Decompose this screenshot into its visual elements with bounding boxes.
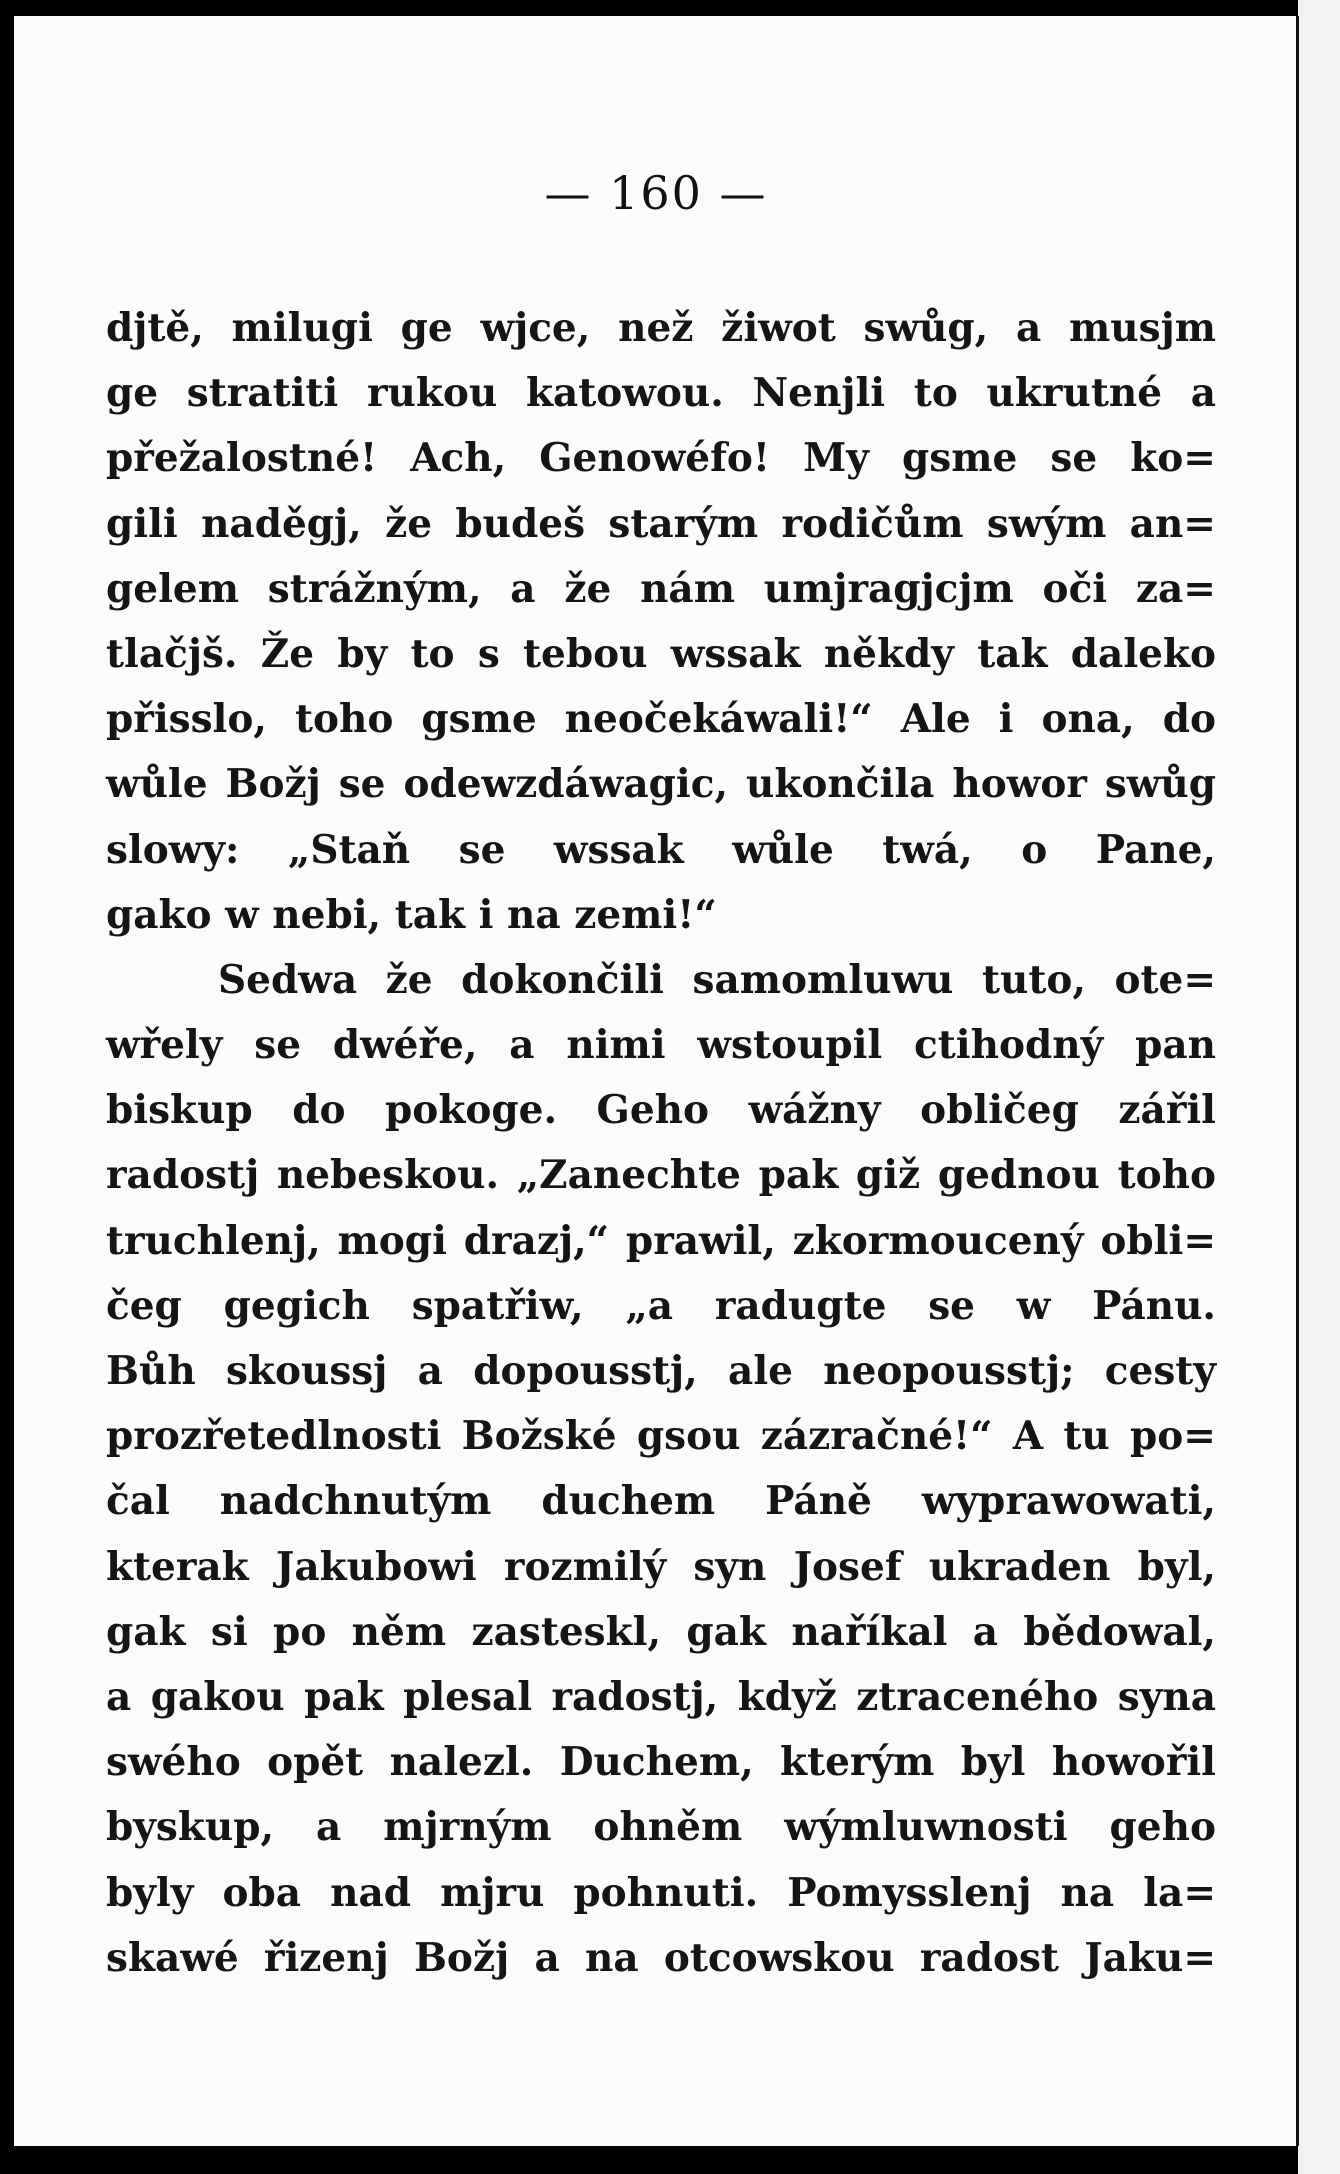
- text-line: byly oba nad mjru pohnuti. Pomysslenj na la=: [106, 1869, 1216, 1916]
- text-line: swého opět nalezl. Duchem, kterým byl howořil: [106, 1739, 1216, 1786]
- book-page: [14, 16, 1298, 2146]
- text-line: gili naděgj, že budeš starým rodičům swým an=: [106, 500, 1216, 547]
- text-line: Bůh skoussj a dopousstj, ale neopousstj; cesty: [106, 1348, 1216, 1394]
- text-line: radostj nebeskou. „Zanechte pak giž gednou toho: [106, 1152, 1216, 1199]
- text-line: čeg gegich spatřiw, „a radugte se w Pánu.: [106, 1282, 1216, 1329]
- text-line: kterak Jakubowi rozmilý syn Josef ukraden byl,: [106, 1543, 1216, 1590]
- text-line: Sedwa že dokončili samomluwu tuto, ote=: [218, 956, 1216, 1003]
- text-line: ge stratiti rukou katowou. Nenjli to ukrutné a: [106, 370, 1216, 417]
- text-line: truchlenj, mogi drazj,“ prawil, zkormoucený obli=: [106, 1217, 1216, 1264]
- text-line: skawé řizenj Božj a na otcowskou radost Jaku=: [106, 1934, 1216, 1981]
- text-line: tlačjš. Že by to s tebou wssak někdy tak daleko: [106, 630, 1216, 677]
- page-body-text: [106, 296, 1216, 1991]
- text-line: gelem strážným, a že nám umjragjcjm oči za=: [106, 565, 1216, 612]
- text-line: wřely se dwéře, a nimi wstoupil ctihodný pan: [106, 1022, 1216, 1069]
- text-line: prozřetedlnosti Božské gsou zázračné!“ A tu po=: [106, 1413, 1216, 1460]
- text-line: byskup, a mjrným ohněm wýmluwnosti geho: [106, 1804, 1216, 1851]
- text-line: a gakou pak plesal radostj, když ztraceného syna: [106, 1673, 1216, 1720]
- text-line: gako w nebi, tak i na zemi!“: [106, 891, 717, 938]
- text-line: přisslo, toho gsme neočekáwali!“ Ale i ona, do: [106, 696, 1216, 743]
- text-line: čal nadchnutým duchem Páně wyprawowati,: [106, 1478, 1216, 1525]
- text-line: wůle Božj se odewzdáwagic, ukončila howor swůg: [106, 761, 1216, 808]
- page-edge-shadow: [1296, 16, 1299, 2146]
- text-line: slowy: „Staň se wssak wůle twá, o Pane,: [106, 826, 1216, 873]
- text-line: biskup do pokoge. Geho wážny obličeg zářil: [106, 1087, 1216, 1134]
- text-line: djtě, milugi ge wjce, než žiwot swůg, a musjm: [106, 305, 1216, 351]
- text-line: přežalostné! Ach, Genowéfo! My gsme se ko=: [106, 435, 1216, 482]
- text-line: gak si po něm zasteskl, gak naříkal a bědowal,: [106, 1608, 1216, 1655]
- scan-margin-right: [1298, 0, 1340, 2174]
- page-number: — 160 —: [544, 166, 768, 220]
